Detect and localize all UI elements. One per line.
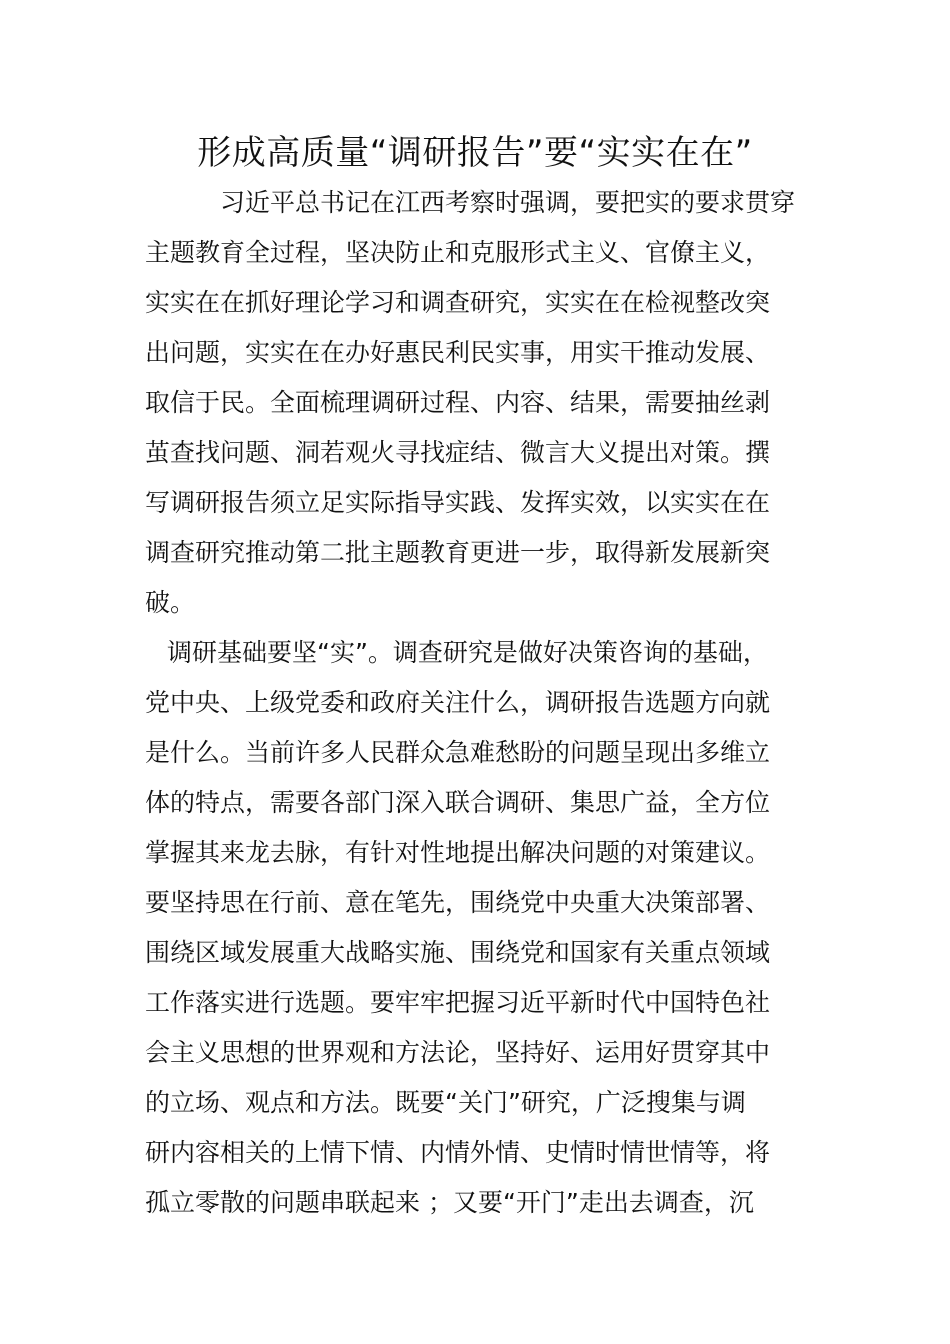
paragraph-line: 是什么。当前许多人民群众急难愁盼的问题呈现出多维立 [145, 738, 771, 767]
paragraph-line: 实实在在抓好理论学习和调查研究，实实在在检视整改突 [145, 288, 771, 317]
paragraph-line: 茧查找问题、洞若观火寻找症结、微言大义提出对策。撰 [145, 438, 771, 467]
paragraph-line: 习近平总书记在江西考察时强调，要把实的要求贯穿 [220, 188, 796, 217]
paragraph-line: 工作落实进行选题。要牢牢把握习近平新时代中国特色社 [145, 988, 771, 1017]
paragraph-line: 调查研究推动第二批主题教育更进一步，取得新发展新突 [145, 538, 771, 567]
paragraph-line: 围绕区域发展重大战略实施、围绕党和国家有关重点领域 [145, 938, 771, 967]
paragraph-line: 掌握其来龙去脉，有针对性地提出解决问题的对策建议。 [145, 838, 771, 867]
paragraph-line: 写调研报告须立足实际指导实践、发挥实效，以实实在在 [145, 488, 771, 517]
paragraph-line: 体的特点，需要各部门深入联合调研、集思广益，全方位 [145, 788, 771, 817]
paragraph-line: 破。 [145, 588, 196, 617]
paragraph-line: 出问题，实实在在办好惠民利民实事，用实干推动发展、 [145, 338, 771, 367]
paragraph-line: 取信于民。全面梳理调研过程、内容、结果，需要抽丝剥 [145, 388, 771, 417]
document-title: 形成高质量“调研报告”要“实实在在” [197, 133, 753, 173]
paragraph-2 [145, 628, 807, 1228]
paragraph-line: 党中央、上级党委和政府关注什么，调研报告选题方向就 [145, 688, 771, 717]
paragraph-line: 调研基础要坚“实”。调查研究是做好决策咨询的基础， [167, 638, 768, 667]
paragraph-line: 要坚持思在行前、意在笔先，围绕党中央重大决策部署、 [145, 888, 771, 917]
paragraph-line: 的立场、观点和方法。既要“关门”研究，广泛搜集与调 [145, 1088, 746, 1117]
paragraph-1 [145, 178, 807, 628]
paragraph-line: 孤立零散的问题串联起来 ；又要“开门”走出去调查，沉 [145, 1188, 754, 1217]
paragraph-line: 研内容相关的上情下情、内情外情、史情时情世情等，将 [145, 1138, 771, 1167]
paragraph-line: 主题教育全过程，坚决防止和克服形式主义、官僚主义， [145, 238, 771, 267]
paragraph-line: 会主义思想的世界观和方法论，坚持好、运用好贯穿其中 [145, 1038, 771, 1067]
